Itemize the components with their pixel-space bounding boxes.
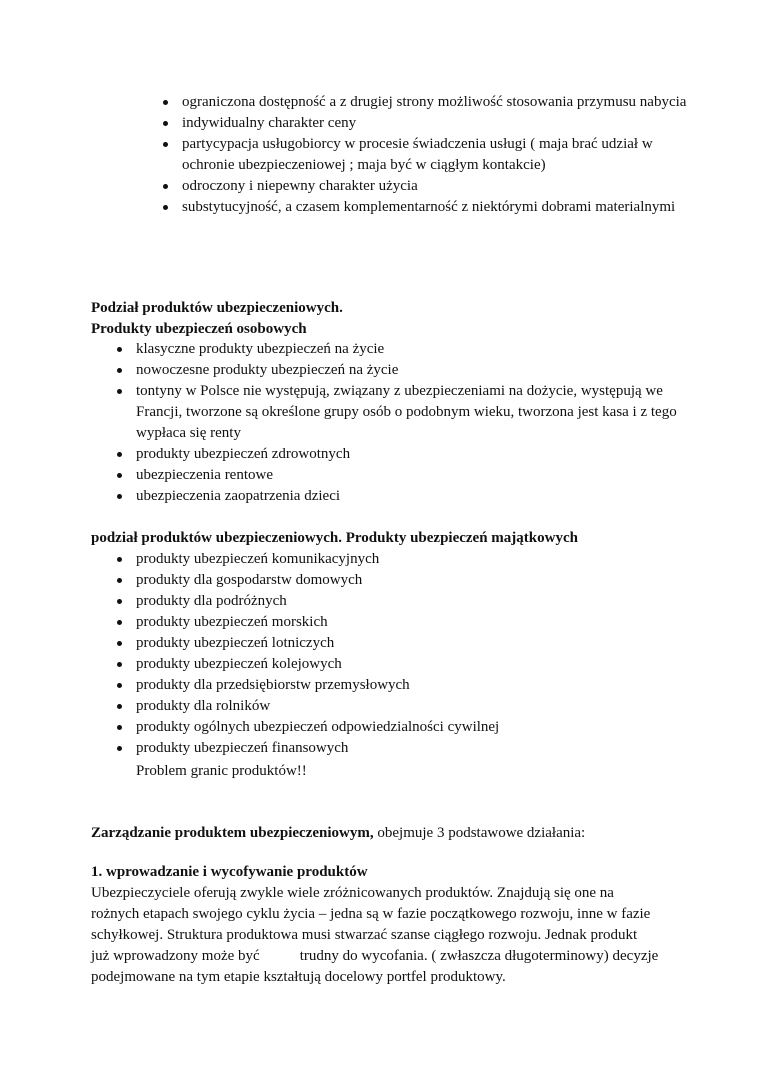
product-management-rest: obejmuje 3 podstawowe działania: [373, 825, 586, 841]
list-item: odroczony i niepewny charakter użycia [182, 176, 702, 197]
list-item: produkty ubezpieczeń finansowych [136, 738, 681, 759]
list-item: ograniczona dostępność a z drugiej strony możliwość stosowania przymusu nabycia [182, 92, 702, 113]
product-boundary-note: Problem granic produktów!! [136, 763, 307, 779]
list-item: produkty ubezpieczeń lotniczych [136, 633, 681, 654]
bullet-list-characteristics [182, 92, 702, 218]
paragraph-line: podejmowane na tym etapie kształtują docelowy portfel produktowy. [91, 969, 506, 985]
list-item: produkty ogólnych ubezpieczeń odpowiedzialności cywilnej [136, 717, 681, 738]
list-item: produkty ubezpieczeń morskich [136, 612, 681, 633]
list-item: ubezpieczenia rentowe [136, 465, 681, 486]
line-part-b: trudny do wycofania. ( zwłaszcza długoterminowy) decyzje [299, 948, 659, 964]
list-item: partycypacja usługobiorcy w procesie świadczenia usługi ( maja brać udział w ochronie ubezpieczeniowej ; maja być w ciągłym kontakcie) [182, 134, 702, 176]
section-title-product-division: Podział produktów ubezpieczeniowych. [91, 300, 343, 316]
list-item: klasyczne produkty ubezpieczeń na życie [136, 339, 681, 360]
section-title-property-insurance: podział produktów ubezpieczeniowych. Produkty ubezpieczeń majątkowych [91, 530, 578, 546]
list-item: produkty ubezpieczeń zdrowotnych [136, 444, 681, 465]
paragraph-line: Ubezpieczyciele oferują zwykle wiele zróżnicowanych produktów. Znajdują się one na [91, 885, 614, 901]
list-item: nowoczesne produkty ubezpieczeń na życie [136, 360, 681, 381]
list-item: tontyny w Polsce nie występują, związany z ubezpieczeniami na dożycie, występują we Francji, tworzone są określone grupy osób o podobnym wieku, tworzona jest kasa i z tego wypłaca się renty [136, 381, 681, 444]
paragraph-line [91, 946, 681, 967]
list-item: substytucyjność, a czasem komplementarność z niektórymi dobrami materialnymi [182, 197, 702, 218]
paragraph-product-lifecycle [91, 883, 681, 988]
bullet-list-personal-insurance [136, 339, 681, 507]
section-subtitle-personal-insurance: Produkty ubezpieczeń osobowych [91, 321, 307, 337]
list-item: produkty ubezpieczeń kolejowych [136, 654, 681, 675]
section-title-introduction-withdrawal: 1. wprowadzanie i wycofywanie produktów [91, 864, 368, 880]
section-title-product-management [91, 823, 585, 844]
list-item: produkty ubezpieczeń komunikacyjnych [136, 549, 681, 570]
list-item: produkty dla przedsiębiorstw przemysłowych [136, 675, 681, 696]
list-item: indywidualny charakter ceny [182, 113, 702, 134]
paragraph-line: schyłkowej. Struktura produktowa musi stwarzać szanse ciągłego rozwoju. Jednak produkt [91, 927, 638, 943]
bullet-list-property-insurance [136, 549, 681, 759]
list-item: produkty dla podróżnych [136, 591, 681, 612]
list-item: produkty dla rolników [136, 696, 681, 717]
list-item: ubezpieczenia zaopatrzenia dzieci [136, 486, 681, 507]
list-item: produkty dla gospodarstw domowych [136, 570, 681, 591]
product-management-bold: Zarządzanie produktem ubezpieczeniowym, [91, 825, 374, 841]
line-part-a: już wprowadzony może być [91, 948, 260, 964]
paragraph-line: rożnych etapach swojego cyklu życia – jedna są w fazie początkowego rozwoju, inne w fazie [91, 906, 651, 922]
